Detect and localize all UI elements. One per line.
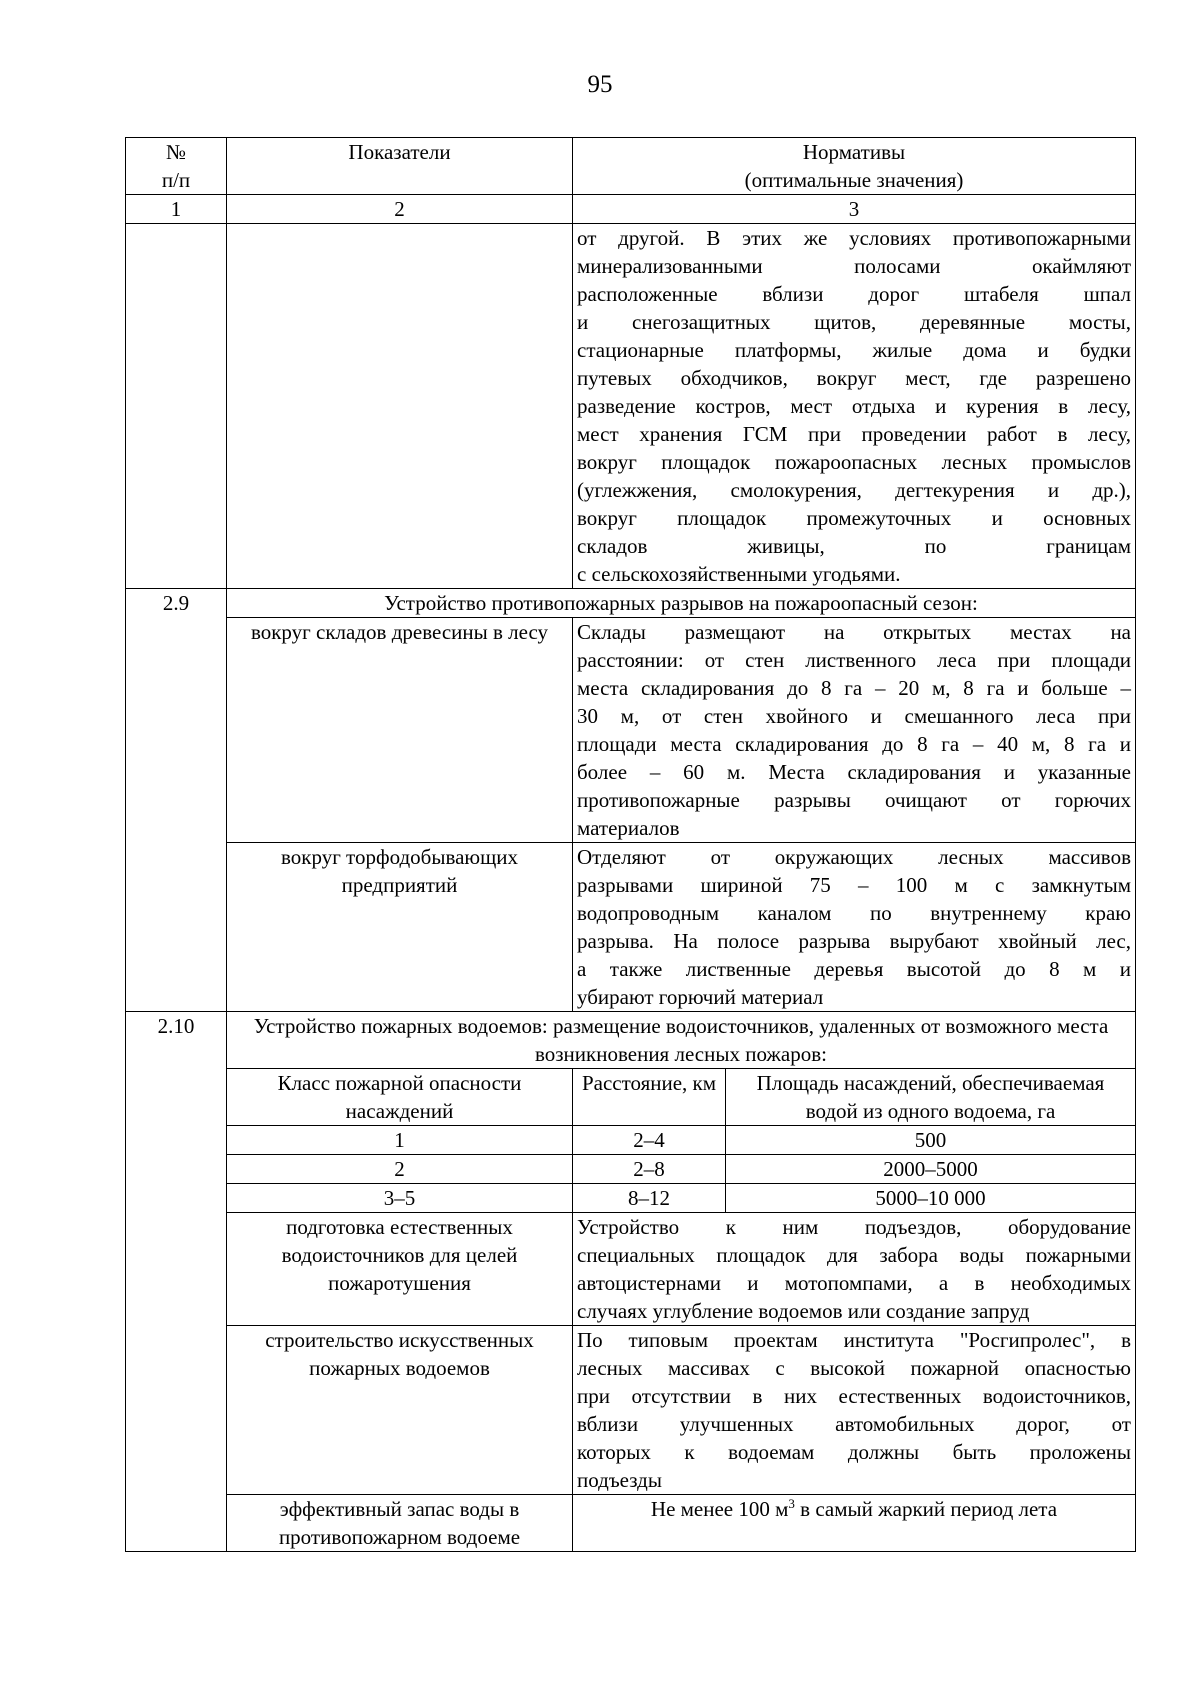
continued-line: от другой. В этих же условиях противопожарными <box>577 226 1131 250</box>
row-area: 5000–10 000 <box>726 1184 1136 1213</box>
sub-header-class: Класс пожарной опасности насаждений <box>227 1069 573 1126</box>
header-norms-cell <box>573 138 1136 195</box>
row-class: 2 <box>227 1155 573 1184</box>
norm-line: Отделяют от окружающих лесных массивов <box>577 845 1131 869</box>
norm-line: водопроводным каналом по внутреннему краю <box>577 901 1131 925</box>
page-number: 95 <box>587 71 613 98</box>
norm-line: а также лиственные деревья высотой до 8 м и <box>577 957 1131 981</box>
norm-line: Склады размещают на открытых местах на <box>577 620 1131 644</box>
row-class: 3–5 <box>227 1184 573 1213</box>
norm-line: при отсутствии в них естественных водоисточников, <box>577 1384 1131 1408</box>
norm-line: противопожарные разрывы очищают от горючих <box>577 788 1131 812</box>
sub-header-area: Площадь насаждений, обеспечиваемая водой из одного водоема, га <box>726 1069 1136 1126</box>
header-num-line1: № <box>165 140 187 164</box>
section-2-10-item-row <box>126 1213 1136 1326</box>
header-num-line2: п/п <box>161 168 191 192</box>
section-2-9-item-norm <box>573 618 1136 843</box>
norm-line-last: убирают горючий материал <box>577 985 824 1009</box>
norm-line: автоцистернами и мотопомпами, а в необходимых <box>577 1271 1131 1295</box>
section-2-10-item-row <box>126 1326 1136 1495</box>
continued-line: и снегозащитных щитов, деревянные мосты, <box>577 310 1131 334</box>
continued-num-cell <box>126 224 227 589</box>
continued-indicator-cell <box>227 224 573 589</box>
sub-header-distance: Расстояние, км <box>573 1069 726 1126</box>
norm-line-last: случаях углубление водоемов или создание запруд <box>577 1299 1030 1323</box>
section-2-10-item-norm <box>573 1326 1136 1495</box>
row-distance: 2–4 <box>573 1126 726 1155</box>
water-subtable-row <box>126 1184 1136 1213</box>
section-2-9-item-indicator: вокруг складов древесины в лесу <box>227 618 573 843</box>
header-indicators: Показатели <box>227 138 573 195</box>
norm-line: места складирования до 8 га – 20 м, 8 га и больше – <box>577 676 1131 700</box>
section-2-9-title: Устройство противопожарных разрывов на пожароопасный сезон: <box>227 589 1136 618</box>
norm-line: вблизи улучшенных автомобильных дорог, от <box>577 1412 1131 1436</box>
water-reserve-indicator: эффективный запас воды в противопожарном водоеме <box>227 1495 573 1552</box>
continued-line: расположенные вблизи дорог штабеля шпал <box>577 282 1131 306</box>
norm-line: разрыва. На полосе разрыва вырубают хвойный лес, <box>577 929 1131 953</box>
header-norms-line2: (оптимальные значения) <box>744 168 964 192</box>
column-number-2: 2 <box>227 195 573 224</box>
header-num-cell <box>126 138 227 195</box>
continued-row <box>126 224 1136 589</box>
continued-line: вокруг площадок пожароопасных лесных промыслов <box>577 450 1131 474</box>
header-norms-line1: Нормативы <box>802 140 906 164</box>
section-2-9-item-row <box>126 618 1136 843</box>
norm-line: площади места складирования до 8 га – 40 м, 8 га и <box>577 732 1131 756</box>
section-2-10-item-norm <box>573 1213 1136 1326</box>
section-2-10-title: Устройство пожарных водоемов: размещение водоисточников, удаленных от возможного места возникновения лесных пожаров: <box>227 1012 1136 1069</box>
section-2-9-item-indicator: вокруг торфодобывающих предприятий <box>227 843 573 1012</box>
row-area: 2000–5000 <box>726 1155 1136 1184</box>
norm-line-last: подъезды <box>577 1468 662 1492</box>
section-2-10-item-indicator: подготовка естественных водоисточников для целей пожаротушения <box>227 1213 573 1326</box>
water-subtable-row <box>126 1126 1136 1155</box>
continued-line: стационарные платформы, жилые дома и будки <box>577 338 1131 362</box>
water-reserve-norm-after: в самый жаркий период лета <box>794 1497 1058 1521</box>
water-reserve-norm-sup: 3 <box>788 1496 795 1511</box>
row-distance: 8–12 <box>573 1184 726 1213</box>
section-2-10-item-indicator: строительство искусственных пожарных водоемов <box>227 1326 573 1495</box>
norm-line: Устройство к ним подъездов, оборудование <box>577 1215 1131 1239</box>
norm-line: специальных площадок для забора воды пожарными <box>577 1243 1131 1267</box>
section-2-10-title-row <box>126 1012 1136 1069</box>
water-reserve-norm <box>573 1495 1136 1552</box>
section-2-9-title-row <box>126 589 1136 618</box>
table-header-row <box>126 138 1136 195</box>
continued-line-last: с сельскохозяйственными угодьями. <box>577 562 901 586</box>
norm-line: 30 м, от стен хвойного и смешанного леса при <box>577 704 1131 728</box>
norm-line: По типовым проектам института "Росгипролес", в <box>577 1328 1131 1352</box>
continued-line: разведение костров, мест отдыха и курения в лесу, <box>577 394 1131 418</box>
continued-line: мест хранения ГСМ при проведении работ в лесу, <box>577 422 1131 446</box>
standards-table <box>125 137 1136 1552</box>
row-class: 1 <box>227 1126 573 1155</box>
water-reserve-norm-before: Не менее 100 м <box>650 1497 789 1521</box>
column-number-1: 1 <box>126 195 227 224</box>
norm-line: разрывами шириной 75 – 100 м с замкнутым <box>577 873 1131 897</box>
continued-line: минерализованными полосами окаймляют <box>577 254 1131 278</box>
continued-line: путевых обходчиков, вокруг мест, где разрешено <box>577 366 1131 390</box>
section-2-10-num: 2.10 <box>126 1012 227 1552</box>
row-area: 500 <box>726 1126 1136 1155</box>
section-2-9-num: 2.9 <box>126 589 227 1012</box>
water-subtable-row <box>126 1155 1136 1184</box>
water-subtable-header-row <box>126 1069 1136 1126</box>
norm-line: лесных массивах с высокой пожарной опасностью <box>577 1356 1131 1380</box>
continued-line: вокруг площадок промежуточных и основных <box>577 506 1131 530</box>
norm-line: которых к водоемам должны быть проложены <box>577 1440 1131 1464</box>
norm-line: расстоянии: от стен лиственного леса при площади <box>577 648 1131 672</box>
section-2-9-item-row <box>126 843 1136 1012</box>
continued-line: (углежжения, смолокурения, дегтекурения и др.), <box>577 478 1131 502</box>
continued-line: складов живицы, по границам <box>577 534 1131 558</box>
continued-norm-cell <box>573 224 1136 589</box>
norm-line-last: материалов <box>577 816 680 840</box>
norm-line: более – 60 м. Места складирования и указанные <box>577 760 1131 784</box>
water-reserve-row <box>126 1495 1136 1552</box>
column-numbers-row <box>126 195 1136 224</box>
section-2-9-item-norm <box>573 843 1136 1012</box>
row-distance: 2–8 <box>573 1155 726 1184</box>
column-number-3: 3 <box>573 195 1136 224</box>
